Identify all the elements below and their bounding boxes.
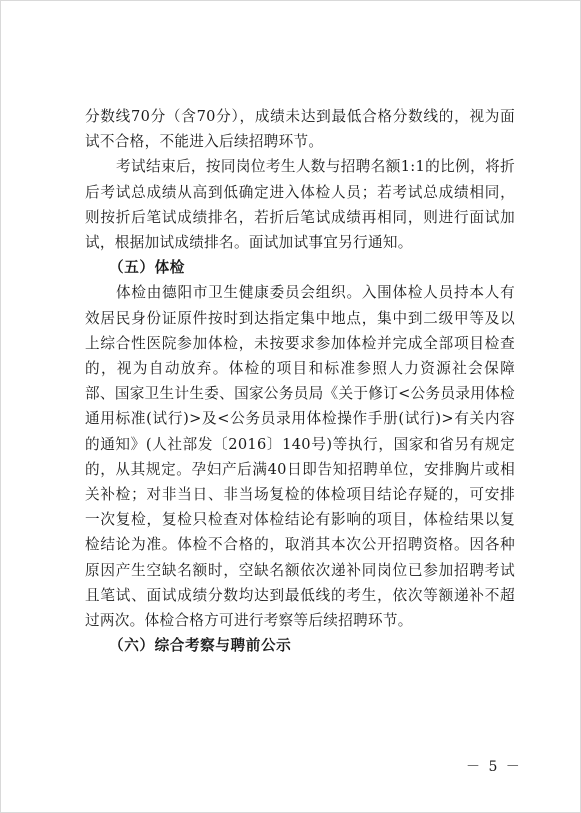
- section-heading-inspection-publicity: （六）综合考察与聘前公示: [109, 637, 292, 655]
- paragraph-score-line: 分数线70分（含70分），成绩未达到最低合格分数线的，视为面试不合格，不能进入后续招聘环节。: [85, 108, 515, 151]
- document-body: [85, 104, 515, 658]
- paragraph-physical-exam: 体检由德阳市卫生健康委员会组织。入围体检人员持本人有效居民身份证原件按时到达指定集中地点，集中到二级甲等及以上综合性医院参加体检，未按要求参加体检并完成全部项目检查的，视为自动放弃。体检的项目和标准参照人力资源社会保障部、国家卫生计生委、国家公务员局《关于修订<公务员录用体检通用标准(试行)>及<公务员录用体检操作手册(试行)>有关内容的通知》(人社部发〔2016〕140号)等执行，国家和省另有规定的，从其规定。孕妇产后满40日即告知招聘单位，安排胸片或相关补检；对非当日、非当场复检的体检项目结论存疑的，可安排一次复检，复检只检查对体检结论有影响的项目，体检结果以复检结论为准。体检不合格的，取消其本次公开招聘资格。因各种原因产生空缺名额时，空缺名额依次递补同岗位已参加招聘考试且笔试、面试成绩分数均达到最低线的考生，依次等额递补不超过两次。体检合格方可进行考察等后续招聘环节。: [85, 284, 515, 630]
- section-heading-physical-exam: （五）体检: [109, 259, 185, 277]
- paragraph-exam-ranking: 考试结束后，按同岗位考生人数与招聘名额1:1的比例，将折后考试总成绩从高到低确定进入体检人员；若考试总成绩相同，则按折后笔试成绩排名，若折后笔试成绩再相同，则进行面试加试，根据加试成绩排名。面试加试事宜另行通知。: [85, 158, 515, 252]
- page-number: － 5 －: [466, 759, 522, 775]
